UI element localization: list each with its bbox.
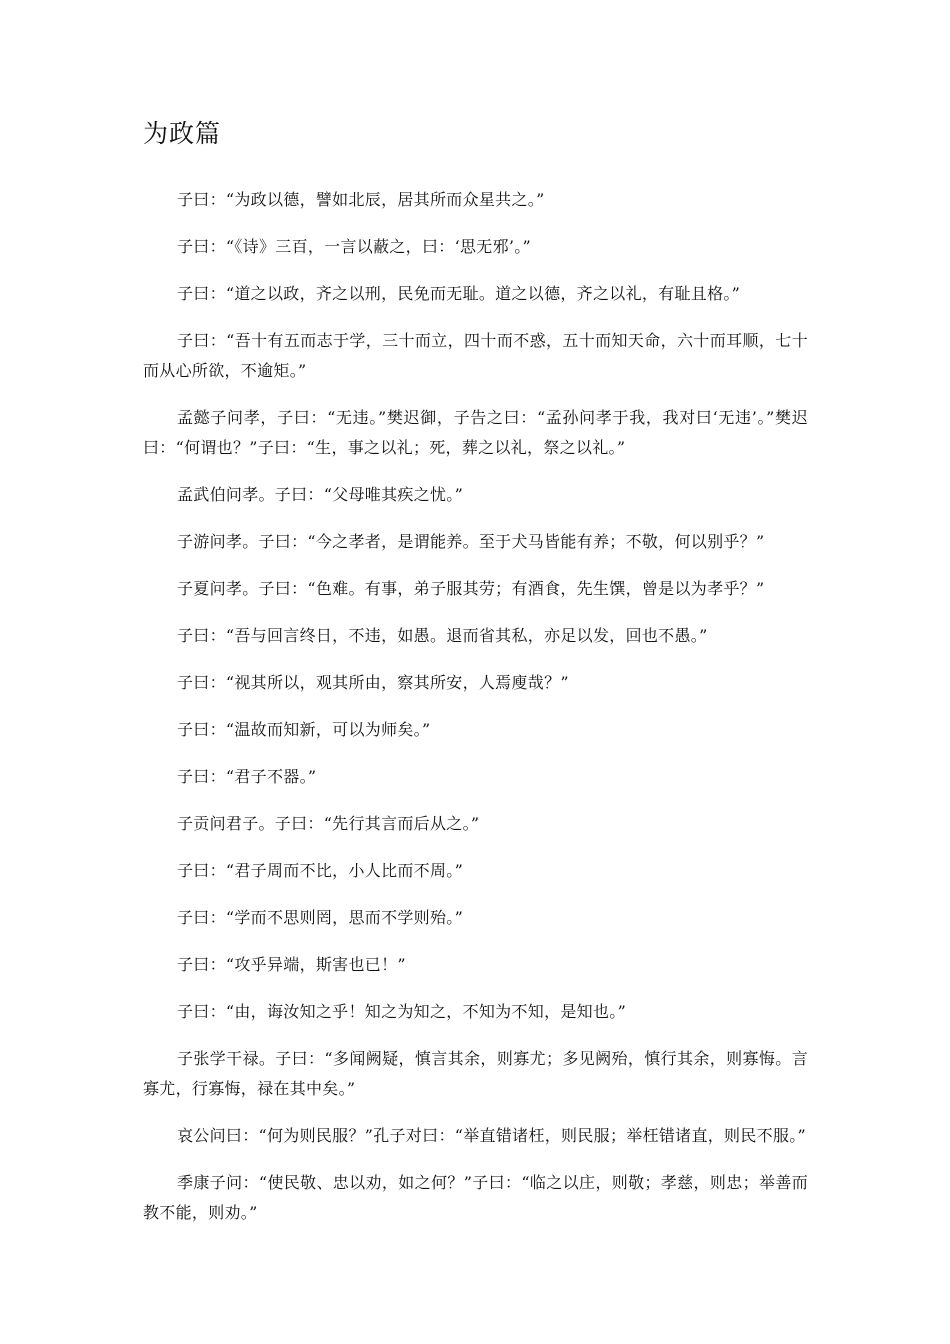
paragraph: 季康子问：“使民敬、忠以劝，如之何？”子曰：“临之以庄，则敬；孝慈，则忠；举善而教不能，则劝。” bbox=[143, 1173, 808, 1222]
paragraph: 子曰：“视其所以，观其所由，察其所安，人焉廋哉？” bbox=[177, 673, 569, 692]
paragraph: 子曰：“《诗》三百，一言以蔽之，曰：‘思无邪’。” bbox=[177, 237, 532, 256]
document-title: 为政篇 bbox=[143, 119, 222, 148]
paragraph: 子曰：“温故而知新，可以为师矣。” bbox=[177, 720, 431, 739]
paragraph: 子曰：“为政以德，譬如北辰，居其所而众星共之。” bbox=[177, 190, 545, 209]
paragraph: 哀公问曰：“何为则民服？”孔子对曰：“举直错诸枉，则民服；举枉错诸直，则民不服。” bbox=[177, 1126, 807, 1145]
paragraph: 子曰：“君子不器。” bbox=[177, 767, 317, 786]
paragraph: 孟武伯问孝。子曰：“父母唯其疾之忧。” bbox=[177, 485, 464, 504]
document-body bbox=[143, 185, 808, 1245]
paragraph: 子张学干禄。子曰：“多闻阙疑，慎言其余，则寡尤；多见阙殆，慎行其余，则寡悔。言寡尤，行寡悔，禄在其中矣。” bbox=[143, 1049, 808, 1098]
paragraph: 子贡问君子。子曰：“先行其言而后从之。” bbox=[177, 814, 480, 833]
paragraph: 子曰：“吾与回言终日，不违，如愚。退而省其私，亦足以发，回也不愚。” bbox=[177, 626, 708, 645]
paragraph: 子曰：“吾十有五而志于学，三十而立，四十而不惑，五十而知天命，六十而耳顺，七十而从心所欲，不逾矩。” bbox=[143, 331, 808, 380]
paragraph: 子曰：“攻乎异端，斯害也已！” bbox=[177, 955, 406, 974]
paragraph: 子游问孝。子曰：“今之孝者，是谓能养。至于犬马皆能有养；不敬，何以别乎？” bbox=[177, 532, 765, 551]
paragraph: 孟懿子问孝，子曰：“无违。”樊迟御，子告之曰：“孟孙问孝于我，我对曰‘无违’。”樊迟曰：“何谓也？”子曰：“生，事之以礼；死，葬之以礼，祭之以礼。” bbox=[143, 408, 808, 457]
paragraph: 子曰：“学而不思则罔，思而不学则殆。” bbox=[177, 908, 464, 927]
paragraph: 子曰：“由，诲汝知之乎！知之为知之，不知为不知，是知也。” bbox=[177, 1002, 627, 1021]
paragraph: 子曰：“道之以政，齐之以刑，民免而无耻。道之以德，齐之以礼，有耻且格。” bbox=[177, 284, 741, 303]
paragraph: 子曰：“君子周而不比，小人比而不周。” bbox=[177, 861, 464, 880]
paragraph: 子夏问孝。子曰：“色难。有事，弟子服其劳；有酒食，先生馔，曾是以为孝乎？” bbox=[177, 579, 765, 598]
